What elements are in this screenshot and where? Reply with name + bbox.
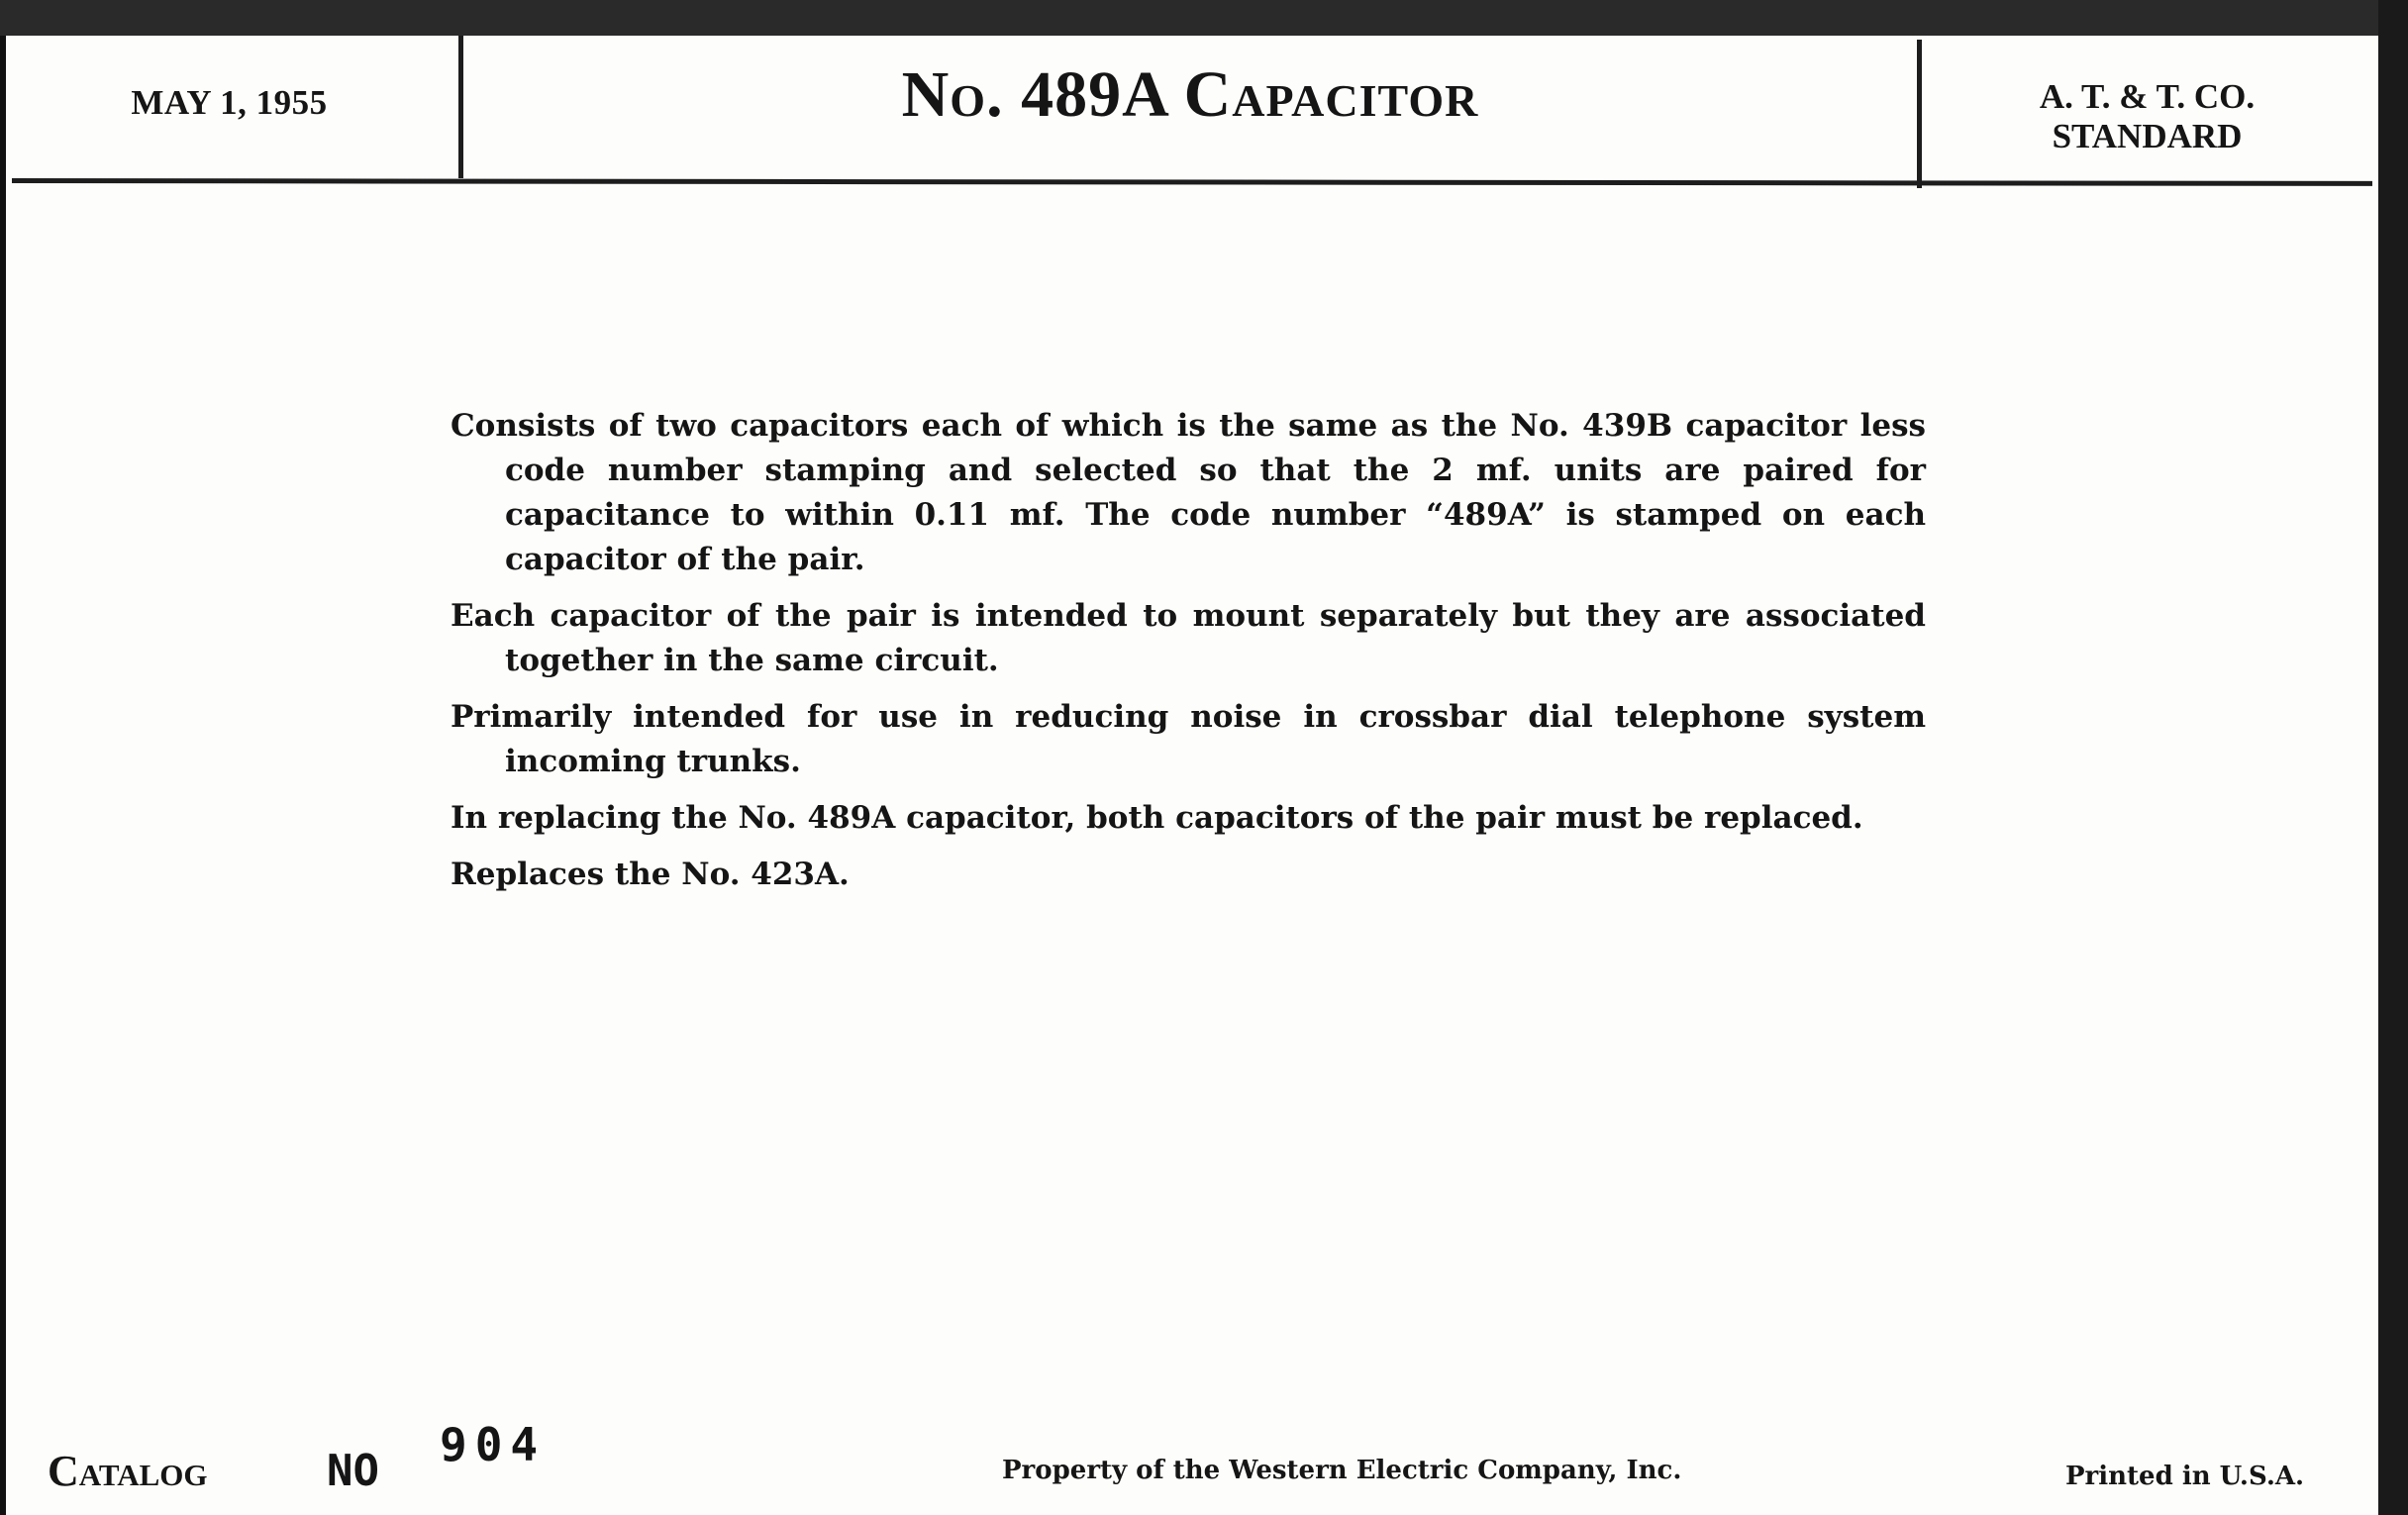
paragraph-1: Consists of two capacitors each of which is the same as the No. 439B capacitor less code number stamping and selected so that the 2 mf. units are paired for capacitance to within 0.11 mf. The code number “489A” is stamped on each capacitor of the pair.: [451, 408, 1926, 577]
paragraph-3: Primarily intended for use in reducing noise in crossbar dial telephone system incoming trunks.: [451, 699, 1926, 779]
paragraph-2: Each capacitor of the pair is intended to mount separately but they are associated together in the same circuit.: [451, 598, 1926, 678]
paragraph-5: Replaces the No. 423A.: [451, 857, 850, 892]
printed-notice: Printed in U.S.A.: [2065, 1462, 2305, 1491]
property-notice: Property of the Western Electric Company, Inc.: [1002, 1456, 1682, 1485]
header-standard: [1922, 77, 2372, 156]
scan-top-border: [0, 0, 2408, 36]
header-date: MAY 1, 1955: [131, 83, 328, 122]
paragraph-4: In replacing the No. 489A capacitor, both capacitors of the pair must be replaced.: [451, 800, 1863, 836]
catalog-no-label: NO: [327, 1446, 379, 1496]
scan-right-border: [2378, 0, 2408, 1515]
description-body: [451, 404, 1926, 909]
catalog-number: 904: [440, 1418, 547, 1471]
page-title: No. 489A Capacitor: [901, 58, 1479, 131]
standard-line-1: A. T. & T. CO.: [2039, 77, 2256, 116]
catalog-label: Catalog: [48, 1447, 208, 1495]
standard-line-2: STANDARD: [2052, 117, 2243, 155]
